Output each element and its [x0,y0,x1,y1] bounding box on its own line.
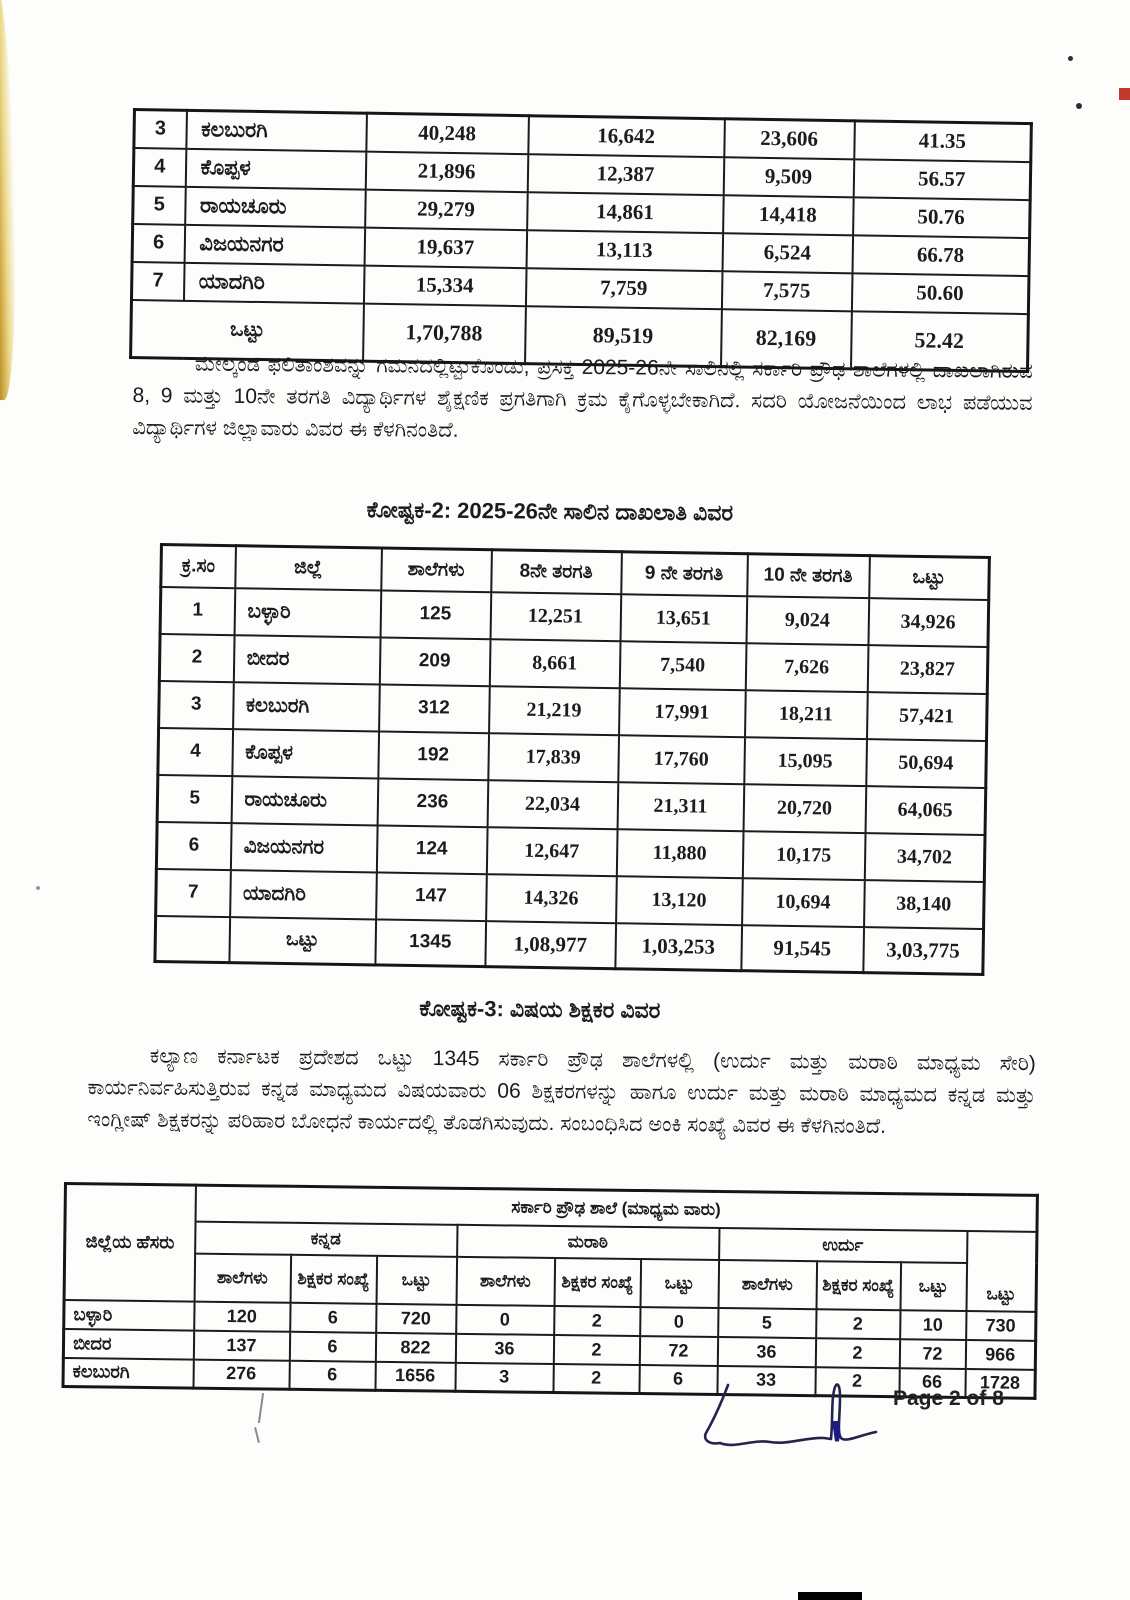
header-class8: 8ನೇ ತರಗತಿ [491,550,622,594]
header-total: ಒಟ್ಟು [869,556,990,600]
ink-dot [36,886,40,890]
cell-class9: 17,991 [619,688,746,737]
cell-serial: 7 [156,868,231,916]
cell-class8: 8,661 [489,639,620,688]
cell-class10: 20,720 [743,784,866,833]
cell-schools: 192 [378,731,489,780]
cell-total: 50,694 [866,739,987,788]
cell-value: 10 [900,1310,966,1340]
cell-total-value: 82,169 [721,309,852,369]
cell-total: 34,926 [868,598,989,647]
cell-value: 72 [639,1336,717,1366]
cell-schools: 312 [379,684,490,733]
cell-value: 21,896 [365,151,528,192]
header-teacher-count: ಶಿಕ್ಷಕರ ಸಂಖ್ಯೆ [816,1261,901,1310]
cell-value: 2 [815,1367,899,1397]
cell-serial: 3 [159,681,234,729]
cell-empty [155,915,230,962]
scan-edge-artifact [0,0,20,400]
cell-serial: 3 [134,110,187,149]
cell-value: 7,759 [525,268,722,309]
cell-class9: 17,760 [618,735,745,784]
header-district: ಜಿಲ್ಲೆ [235,546,382,590]
cell-total-schools: 1345 [375,919,486,967]
header-total: ಒಟ್ಟು [640,1259,719,1308]
cell-district: ಬೀದರ [63,1329,193,1360]
header-district-name: ಜಿಲ್ಲೆಯ ಹೆಸರು [64,1184,195,1302]
cell-value: 7,575 [721,271,852,311]
cell-district: ವಿಜಯನಗರ [184,224,365,265]
cell-district: ವಿಜಯನಗರ [230,823,377,872]
cell-value: 66 [899,1368,965,1398]
cell-value: 5 [718,1307,816,1337]
cell-schools: 125 [380,590,491,639]
cell-class10: 18,211 [745,690,868,739]
table2-title: ಕೋಷ್ಟಕ-2: 2025-26ನೇ ಸಾಲಿನ ದಾಖಲಾತಿ ವಿವರ [366,497,734,526]
cell-district: ರಾಯಚೂರು [185,186,366,227]
header-serial: ಕ್ರ.ಸಂ [161,545,236,588]
cell-percentage: 56.57 [853,159,1031,200]
cell-serial: 4 [133,148,186,187]
cell-grand-total: 3,03,775 [863,927,984,975]
cell-class9: 21,311 [617,782,744,831]
cell-value: 0 [640,1307,718,1337]
header-medium-kannada: ಕನ್ನಡ [195,1221,457,1256]
cell-value: 120 [194,1301,290,1331]
cell-value: 16,642 [528,116,725,157]
header-schools: ಶಾಲೆಗಳು [381,548,492,592]
cell-value: 2 [816,1309,900,1339]
table3-title: ಕೋಷ್ಟಕ-3: ವಿಷಯ ಶಿಕ್ಷಕರ ವಿವರ [419,995,661,1023]
cell-class9: 7,540 [619,641,746,690]
cell-value: 137 [193,1330,289,1360]
cell-percentage: 50.76 [853,197,1031,238]
cell-value: 23,606 [724,119,855,159]
cell-total-value: 89,519 [525,306,722,367]
cell-class10: 10,694 [742,878,865,927]
cell-percentage: 50.60 [851,273,1029,314]
cell-total-class10: 91,545 [741,925,864,973]
cell-value: 3 [455,1362,553,1392]
cell-value: 6 [639,1365,717,1395]
stray-pen-mark [252,1393,270,1445]
cell-total-value: 1,70,788 [363,303,526,364]
cell-value: 822 [375,1332,455,1362]
cell-district: ಕಲಬುರಗಿ [63,1358,193,1389]
cell-district: ಕಲಬುರಗಿ [233,682,380,731]
cell-total: 64,065 [865,786,986,835]
table2-enrolment [153,543,990,976]
cell-total-class8: 1,08,977 [485,921,616,969]
cell-district: ಕೊಪ್ಪಳ [232,729,379,778]
cell-class8: 12,647 [486,827,617,876]
cell-serial: 5 [157,774,232,822]
header-medium-marathi: ಮರಾಠಿ [457,1224,719,1259]
cell-class8: 22,034 [487,780,618,829]
cell-value: 19,637 [364,227,527,268]
cell-class8: 21,219 [489,686,620,735]
cell-class9: 13,120 [616,876,743,925]
cell-value: 14,861 [527,192,724,233]
cell-value: 6 [290,1302,376,1332]
ink-dot [1068,56,1073,61]
cell-value: 6,524 [722,233,853,273]
paragraph-teachers: ಕಲ್ಯಾಣ ಕರ್ನಾಟಕ ಪ್ರದೇಶದ ಒಟ್ಟು 1345 ಸರ್ಕಾರಿ ಪ್ರೌಢ ಶಾಲೆಗಳಲ್ಲಿ (ಉರ್ದು ಮತ್ತು ಮರಾಠಿ ಮಾಧ್ಯಮ ಸೇರಿ) ಕಾರ್ಯನಿರ್ವಹಿಸುತ್ತಿರುವ ಕನ್ನಡ ಮಾಧ್ಯಮದ ವಿಷಯವಾರು 06 ಶಿಕ್ಷಕರಗಳನ್ನು ಹಾಗೂ ಉರ್ದು ಮತ್ತು ಮರಾಠಿ ಮಾಧ್ಯಮದ ಕನ್ನಡ ಮತ್ತು ಇಂಗ್ಲೀಷ್ ಶಿಕ್ಷಕರನ್ನು ಪರಿಹಾರ ಬೋಧನೆ ಕಾರ್ಯದಲ್ಲಿ ತೊಡಗಿಸುವುದು. ಸಂಬಂಧಿಸಿದ ಅಂಕಿ ಸಂಖ್ಯೆ ವಿವರ ಈ ಕೆಳಗಿನಂತಿದೆ. [87,1044,1036,1138]
scan-black-bar [798,1592,862,1600]
cell-value: 6 [289,1360,375,1390]
header-total: ಒಟ್ಟು [376,1255,457,1304]
cell-total: 34,702 [864,833,985,882]
cell-total: 23,827 [867,645,988,694]
cell-class8: 12,251 [490,592,621,641]
cell-value: 29,279 [365,189,528,230]
cell-class8: 17,839 [488,733,619,782]
cell-percentage: 41.35 [854,121,1032,162]
cell-serial: 2 [159,634,234,682]
cell-serial: 6 [156,821,231,869]
cell-district: ಕೊಪ್ಪಳ [185,148,366,189]
cell-district: ರಾಯಚೂರು [231,776,378,825]
cell-value: 15,334 [363,265,526,306]
cell-value: 36 [717,1336,815,1366]
cell-value: 2 [554,1305,640,1335]
cell-total: 57,421 [867,692,988,741]
cell-district: ಬಳ್ಳಾರಿ [234,588,381,637]
header-medium-urdu: ಉರ್ದು [719,1228,967,1263]
cell-grand-total: 966 [965,1340,1035,1370]
cell-value: 9,509 [723,157,854,197]
header-grand-total: ಒಟ್ಟು [966,1231,1037,1312]
cell-serial: 1 [160,587,235,635]
header-schools: ಶಾಲೆಗಳು [456,1256,555,1305]
cell-total-value: 52.42 [850,311,1028,372]
table3-subject-teachers [61,1182,1039,1400]
cell-value: 2 [815,1338,899,1368]
cell-serial: 4 [158,728,233,776]
cell-total-label: ಒಟ್ಟು [229,917,376,965]
cell-grand-total: 1728 [965,1369,1035,1399]
cell-value: 0 [456,1304,554,1334]
cell-value: 276 [193,1359,289,1389]
cell-value: 1656 [375,1361,455,1391]
cell-district: ಯಾದಗಿರಿ [230,870,377,919]
cell-value: 14,418 [723,195,854,235]
cell-schools: 236 [377,778,488,827]
cell-value: 40,248 [366,113,529,154]
cell-class10: 7,626 [745,643,868,692]
cell-class10: 15,095 [744,737,867,786]
header-teacher-count: ಶಿಕ್ಷಕರ ಸಂಖ್ಯೆ [554,1257,641,1306]
header-class10: 10 ನೇ ತರಗತಿ [747,554,870,598]
cell-district: ಬೀದರ [233,635,380,684]
cell-schools: 124 [376,825,487,874]
cell-value: 33 [717,1365,815,1395]
table1-results-by-district [129,108,1033,373]
cell-value: 2 [553,1363,639,1393]
cell-grand-total: 730 [966,1311,1036,1341]
cell-district: ಯಾದಗಿರಿ [183,262,364,303]
cell-district: ಬಳ್ಳಾರಿ [64,1300,194,1331]
cell-value: 36 [455,1333,553,1363]
cell-class8: 14,326 [486,874,617,923]
cell-total: 38,140 [864,880,985,929]
cell-serial: 6 [132,224,185,263]
ink-dot [1076,103,1082,109]
cell-total-label: ಒಟ್ಟು [131,299,364,361]
cell-value: 720 [376,1303,456,1333]
header-schools: ಶಾಲೆಗಳು [194,1253,291,1302]
cell-serial: 5 [133,186,186,225]
cell-value: 13,113 [526,230,723,271]
cell-class10: 9,024 [746,596,869,645]
cell-district: ಕಲಬುರಗಿ [186,110,367,151]
paragraph-intro: ಮೇಲ್ಕಂಡ ಫಲಿತಾಂಶವನ್ನು ಗಮನದಲ್ಲಿಟ್ಟುಕೊಂಡು, ಪ್ರಸಕ್ತ 2025-26ನೇ ಸಾಲಿನಲ್ಲಿ ಸರ್ಕಾರಿ ಪ್ರೌಢ ಶಾಲೆಗಳಲ್ಲಿ ದಾಖಲಾಗಿರುವ 8, 9 ಮತ್ತು 10ನೇ ತರಗತಿ ವಿದ್ಯಾರ್ಥಿಗಳ ಶೈಕ್ಷಣಿಕ ಪ್ರಗತಿಗಾಗಿ ಕ್ರಮ ಕೈಗೊಳ್ಳಬೇಕಾಗಿದೆ. ಸದರಿ ಯೋಜನೆಯಿಂದ ಲಾಭ ಪಡೆಯುವ ವಿದ್ಯಾರ್ಥಿಗಳ ಜಿಲ್ಲಾವಾರು ವಿವರ ಈ ಕೆಳಗಿನಂತಿದೆ. [132,352,1033,442]
cell-class9: 11,880 [616,829,743,878]
red-edge-mark [1119,88,1130,100]
cell-percentage: 66.78 [852,235,1030,276]
cell-value: 2 [553,1334,639,1364]
header-class9: 9 ನೇ ತರಗತಿ [621,552,748,596]
cell-value: 72 [899,1339,965,1369]
cell-schools: 147 [376,872,487,921]
header-teacher-count: ಶಿಕ್ಷಕರ ಸಂಖ್ಯೆ [290,1254,377,1303]
header-schools: ಶಾಲೆಗಳು [718,1260,817,1309]
header-span-govt-schools: ಸರ್ಕಾರಿ ಪ್ರೌಢ ಶಾಲೆ (ಮಾಧ್ಯಮ ವಾರು) [195,1185,1037,1231]
signature-scribble [690,1375,890,1475]
cell-schools: 209 [379,637,490,686]
cell-class9: 13,651 [620,594,747,643]
cell-value: 12,387 [527,154,724,195]
cell-total-class9: 1,03,253 [615,923,742,971]
header-total: ಒಟ್ಟು [900,1262,967,1311]
cell-serial: 7 [131,262,184,301]
page-number: Page 2 of 8 [893,1387,1004,1410]
cell-value: 6 [289,1331,375,1361]
cell-class10: 10,175 [742,831,865,880]
